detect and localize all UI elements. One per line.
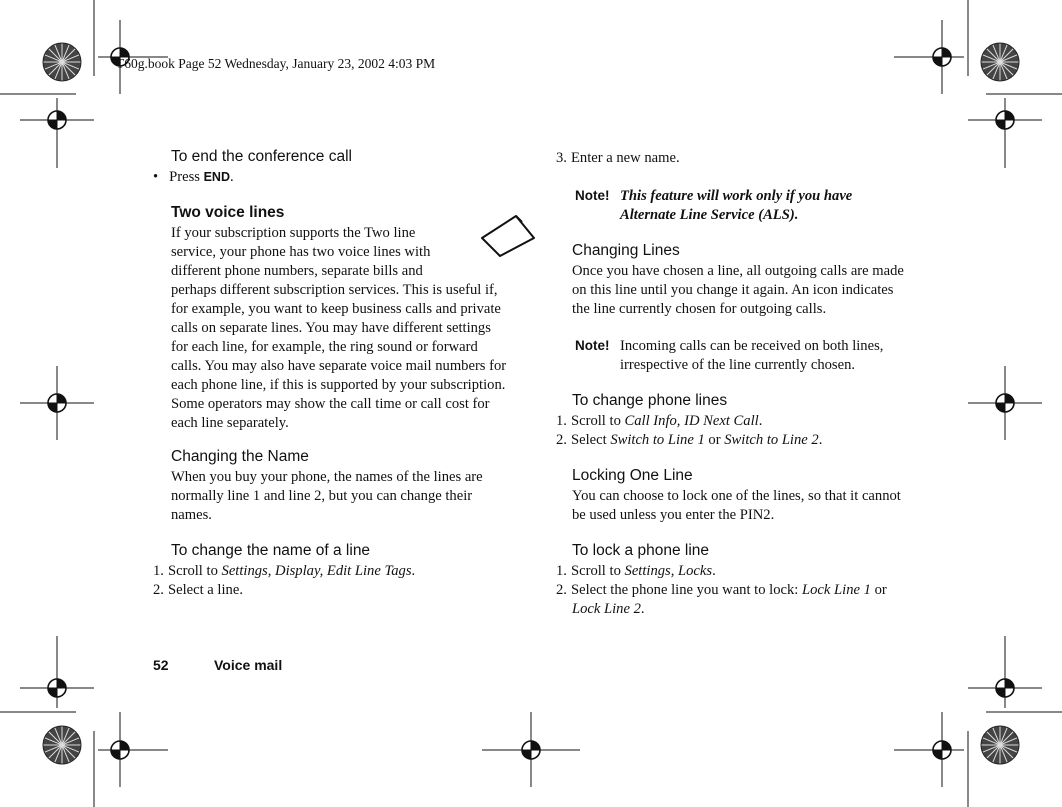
- press-period: .: [229, 169, 234, 185]
- menu-option: Switch to Line 2: [724, 432, 819, 448]
- registration-mark: [933, 48, 951, 66]
- step-period: .: [758, 413, 763, 429]
- step-number: 2.: [556, 582, 567, 598]
- step-text: or: [870, 582, 887, 598]
- body-line: If your subscription supports the Two line: [171, 225, 416, 241]
- body-line: different phone numbers, separate bills and: [171, 263, 423, 279]
- color-target-mark: [981, 726, 1019, 764]
- step-text: Select the phone line you want to lock:: [571, 582, 803, 598]
- step-text: Select: [571, 432, 611, 448]
- change-line-name-heading: To change the name of a line: [171, 542, 371, 559]
- change-step-1: [556, 412, 762, 431]
- registration-mark: [111, 741, 129, 759]
- registration-mark: [996, 679, 1014, 697]
- body-line: names.: [171, 507, 212, 523]
- step-period: .: [818, 432, 823, 448]
- step-text: Enter a new name.: [571, 150, 680, 166]
- menu-path: Settings, Locks: [624, 563, 713, 579]
- press-end-bullet: [153, 168, 234, 187]
- body-line: calls. You may also have separate voice mail numbers for: [171, 358, 507, 374]
- body-line: perhaps different subscription services. This is useful if,: [171, 282, 498, 298]
- step-text: Scroll to: [168, 563, 222, 579]
- note-line: Alternate Line Service (ALS).: [620, 207, 799, 223]
- two-voice-lines-heading: Two voice lines: [171, 204, 285, 221]
- press-text: Press: [169, 169, 204, 185]
- step-number: 2.: [153, 582, 164, 598]
- lock-step-1: [556, 562, 716, 581]
- change-step-2: [556, 431, 822, 450]
- note-line: Incoming calls can be received on both lines,: [620, 338, 884, 354]
- body-line: the line currently chosen for outgoing calls.: [572, 301, 827, 317]
- body-line: each phone line, if this is supported by your subscription.: [171, 377, 506, 393]
- menu-option: Lock Line 1: [802, 582, 871, 598]
- incoming-calls-note-text: [620, 337, 883, 375]
- step-period: .: [411, 563, 416, 579]
- step-text: Select a line.: [168, 582, 243, 598]
- step-number: 3.: [556, 150, 567, 166]
- step-text: or: [704, 432, 725, 448]
- step-3: [556, 149, 680, 168]
- body-line: on this line until you change it again. An icon indicates: [572, 282, 894, 298]
- step-number: 1.: [153, 563, 164, 579]
- note-label: Note!: [575, 338, 610, 353]
- menu-option: Switch to Line 1: [610, 432, 705, 448]
- registration-mark: [48, 679, 66, 697]
- end-conference-heading: To end the conference call: [171, 148, 352, 165]
- menu-path: Call Info, ID Next Call: [624, 413, 759, 429]
- book-info-header: T60g.book Page 52 Wednesday, January 23, 2002 4:03 PM: [116, 56, 436, 71]
- body-line: normally line 1 and line 2, but you can change their: [171, 488, 473, 504]
- locking-body: [572, 487, 952, 525]
- menu-path: Settings, Display, Edit Line Tags: [221, 563, 412, 579]
- registration-mark: [48, 394, 66, 412]
- registration-mark: [996, 111, 1014, 129]
- body-line: service, your phone has two voice lines with: [171, 244, 431, 260]
- lock-step-2: [556, 581, 887, 600]
- change-phone-lines-heading: To change phone lines: [572, 392, 728, 409]
- step-number: 2.: [556, 432, 567, 448]
- note-line: This feature will work only if you have: [620, 188, 853, 204]
- color-target-mark: [43, 43, 81, 81]
- body-line: each line separately.: [171, 415, 289, 431]
- changing-name-heading: Changing the Name: [171, 448, 309, 465]
- step-text: Scroll to: [571, 563, 625, 579]
- body-line: You can choose to lock one of the lines, so that it cannot: [572, 488, 901, 504]
- body-line: Some operators may show the call time or call cost for: [171, 396, 490, 412]
- body-line: Once you have chosen a line, all outgoing calls are made: [572, 263, 904, 279]
- body-line: for example, you want to keep business calls and private: [171, 301, 501, 317]
- color-target-mark: [43, 726, 81, 764]
- body-line: be used unless you enter the PIN2.: [572, 507, 775, 523]
- locking-one-line-heading: Locking One Line: [572, 467, 693, 484]
- note-label: Note!: [575, 188, 610, 203]
- changing-lines-heading: Changing Lines: [572, 242, 680, 259]
- body-line: When you buy your phone, the names of the lines are: [171, 469, 483, 485]
- changing-lines-body: [572, 262, 952, 319]
- color-target-mark: [981, 43, 1019, 81]
- step-number: 1.: [556, 413, 567, 429]
- registration-mark: [522, 741, 540, 759]
- registration-mark: [996, 394, 1014, 412]
- sim-card-icon: [478, 210, 538, 258]
- step-period: .: [640, 601, 645, 617]
- step-2: [153, 581, 243, 600]
- lock-step-2-cont: [572, 600, 645, 619]
- als-note-text: [620, 187, 852, 225]
- section-title: Voice mail: [214, 657, 283, 673]
- page-number: 52: [153, 657, 169, 673]
- step-number: 1.: [556, 563, 567, 579]
- step-period: .: [712, 563, 716, 579]
- registration-mark: [933, 741, 951, 759]
- bullet-symbol: •: [153, 169, 159, 185]
- body-line: for each line, for example, the ring sound or forward: [171, 339, 478, 355]
- step-text: Scroll to: [571, 413, 625, 429]
- lock-phone-line-heading: To lock a phone line: [572, 542, 710, 559]
- body-line: calls on separate lines. You may have different settings: [171, 320, 491, 336]
- changing-name-body: [171, 468, 541, 525]
- registration-mark: [48, 111, 66, 129]
- note-line: irrespective of the line currently chosen.: [620, 357, 856, 373]
- end-key-label: END: [203, 170, 230, 184]
- step-1: [153, 562, 415, 581]
- menu-option: Lock Line 2: [572, 601, 641, 617]
